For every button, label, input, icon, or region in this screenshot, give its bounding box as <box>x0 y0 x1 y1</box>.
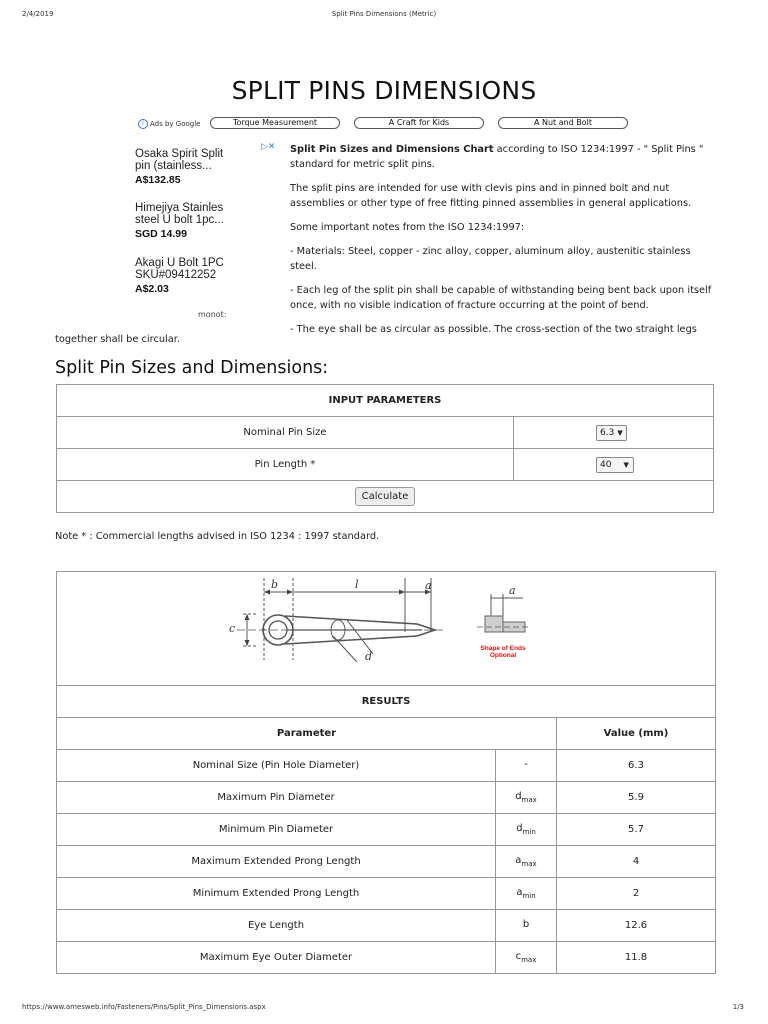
ad-title-line1: Osaka Spirit Split <box>135 148 224 160</box>
param-value: 6.3 <box>557 750 716 782</box>
symbol-sub: min <box>522 828 536 836</box>
dim-label-a-end: a <box>509 584 516 597</box>
param-symbol <box>496 846 557 878</box>
ad-link-torque[interactable]: Torque Measurement <box>210 117 340 129</box>
intro-text <box>290 142 720 346</box>
ad-brand: monot: <box>198 310 227 319</box>
results-header: RESULTS <box>57 686 716 718</box>
pin-length-value: 40 <box>600 459 612 470</box>
table-row <box>57 942 716 974</box>
symbol-letter: d <box>516 823 523 834</box>
ad-title-line1: Akagi U Bolt 1PC <box>135 257 224 269</box>
ad-box <box>134 140 284 326</box>
symbol-sub: max <box>521 796 537 804</box>
chevron-down-icon: ▼ <box>617 428 623 437</box>
nominal-size-select[interactable] <box>596 425 627 441</box>
param-symbol <box>496 910 557 942</box>
symbol-letter: d <box>515 791 522 802</box>
nominal-size-label: Nominal Pin Size <box>57 417 514 449</box>
table-row <box>57 750 716 782</box>
intro-bold-lead: Split Pin Sizes and Dimensions Chart <box>290 144 494 155</box>
ad-price: SGD 14.99 <box>135 228 187 240</box>
table-row <box>57 814 716 846</box>
param-name: Nominal Size (Pin Hole Diameter) <box>57 750 496 782</box>
ad-item[interactable] <box>135 257 231 295</box>
ads-by-google[interactable] <box>138 119 200 129</box>
print-url: https://www.amesweb.info/Fasteners/Pins/Split_Pins_Dimensions.aspx <box>22 1003 266 1011</box>
param-name: Minimum Extended Prong Length <box>57 878 496 910</box>
pin-length-select[interactable] <box>596 457 634 473</box>
calculate-cell <box>57 481 714 513</box>
ad-close-icon[interactable]: ▷✕ <box>261 142 276 152</box>
param-symbol <box>496 942 557 974</box>
intro-bullet: - The eye shall be as circular as possible. The cross-section of the two straight legs <box>290 324 697 335</box>
table-row <box>57 878 716 910</box>
param-name: Maximum Extended Prong Length <box>57 846 496 878</box>
param-value: 11.8 <box>557 942 716 974</box>
ad-price: A$2.03 <box>135 283 169 295</box>
ad-links-row <box>138 116 638 130</box>
results-table <box>56 571 716 974</box>
ad-title-line2: SKU#09412252 <box>135 269 217 281</box>
dim-label-c: c <box>229 622 236 635</box>
ad-link-craft[interactable]: A Craft for Kids <box>354 117 484 129</box>
page-title: SPLIT PINS DIMENSIONS <box>231 76 537 105</box>
intro-paragraph: Some important notes from the ISO 1234:1997: <box>290 222 525 233</box>
ad-link-nut-bolt[interactable]: A Nut and Bolt <box>498 117 628 129</box>
ad-title-line2: steel U bolt 1pc... <box>135 214 224 226</box>
print-header <box>0 10 768 24</box>
intro-bullet: - Each leg of the split pin shall be capable of withstanding being bent back upon itself once, with no visible indication of fracture occurring at the point of bend. <box>290 285 712 311</box>
symbol-sub: max <box>521 860 537 868</box>
ads-by-label: Ads by Google <box>150 120 201 128</box>
section-title: Split Pin Sizes and Dimensions: <box>55 358 329 378</box>
intro-bullet: - Materials: Steel, copper - zinc alloy, copper, aluminum alloy, austenitic stainless steel. <box>290 246 691 272</box>
ends-note-line1: Shape of Ends <box>480 645 526 652</box>
ad-title-line2: pin (stainless... <box>135 160 212 172</box>
ends-note-line2: Optional <box>489 652 517 659</box>
ad-title-line1: Himejiya Stainles <box>135 202 224 214</box>
split-pin-diagram <box>57 572 715 682</box>
symbol-letter: b <box>522 919 530 930</box>
param-value: 2 <box>557 878 716 910</box>
intro-lead-rest: according to ISO 1234:1997 - " Split Pins " standard for metric split pins. <box>290 144 704 170</box>
print-page-title: Split Pins Dimensions (Metric) <box>331 10 437 18</box>
ad-item[interactable] <box>135 148 231 186</box>
input-header: INPUT PARAMETERS <box>57 385 714 417</box>
input-table <box>56 384 714 513</box>
param-name: Maximum Pin Diameter <box>57 782 496 814</box>
param-value: 5.9 <box>557 782 716 814</box>
nominal-size-value: 6.3 <box>600 427 615 438</box>
table-row <box>57 782 716 814</box>
col-header-value: Value (mm) <box>557 718 716 750</box>
nominal-size-cell <box>514 417 714 449</box>
pin-length-cell <box>514 449 714 481</box>
param-symbol <box>496 750 557 782</box>
note-text: Note * : Commercial lengths advised in ISO 1234 : 1997 standard. <box>55 531 380 542</box>
param-value: 4 <box>557 846 716 878</box>
dim-label-b: b <box>271 578 279 591</box>
print-footer <box>0 1003 768 1017</box>
table-row <box>57 910 716 942</box>
param-symbol <box>496 782 557 814</box>
chevron-down-icon: ▼ <box>623 460 629 469</box>
table-row <box>57 846 716 878</box>
symbol-letter: c <box>515 951 522 962</box>
dim-label-l: l <box>355 578 359 591</box>
print-page-number: 1/3 <box>732 1003 744 1011</box>
symbol-sub: max <box>521 956 537 964</box>
param-value: 5.7 <box>557 814 716 846</box>
param-symbol <box>496 878 557 910</box>
ad-price: A$132.85 <box>135 174 181 186</box>
pin-length-label: Pin Length * <box>57 449 514 481</box>
intro-bullet-tail: together shall be circular. <box>55 334 181 345</box>
symbol-letter: a <box>516 887 523 898</box>
print-date: 2/4/2019 <box>22 10 54 18</box>
dim-label-d: d <box>365 650 373 663</box>
dim-label-a: a <box>425 579 432 592</box>
intro-paragraph: The split pins are intended for use with clevis pins and in pinned bolt and nut assemblies or other type of free fitting pinned assemblies in general applications. <box>290 183 692 209</box>
symbol-letter: a <box>515 855 522 866</box>
param-name: Eye Length <box>57 910 496 942</box>
diagram-cell <box>57 572 716 686</box>
intro-paragraph <box>290 142 720 172</box>
ad-item[interactable] <box>135 202 231 240</box>
param-value: 12.6 <box>557 910 716 942</box>
calculate-button[interactable]: Calculate <box>355 487 416 506</box>
param-name: Minimum Pin Diameter <box>57 814 496 846</box>
param-name: Maximum Eye Outer Diameter <box>57 942 496 974</box>
symbol-letter: - <box>524 759 528 770</box>
col-header-parameter: Parameter <box>57 718 557 750</box>
param-symbol <box>496 814 557 846</box>
info-icon: i <box>138 119 148 129</box>
symbol-sub: min <box>522 892 536 900</box>
